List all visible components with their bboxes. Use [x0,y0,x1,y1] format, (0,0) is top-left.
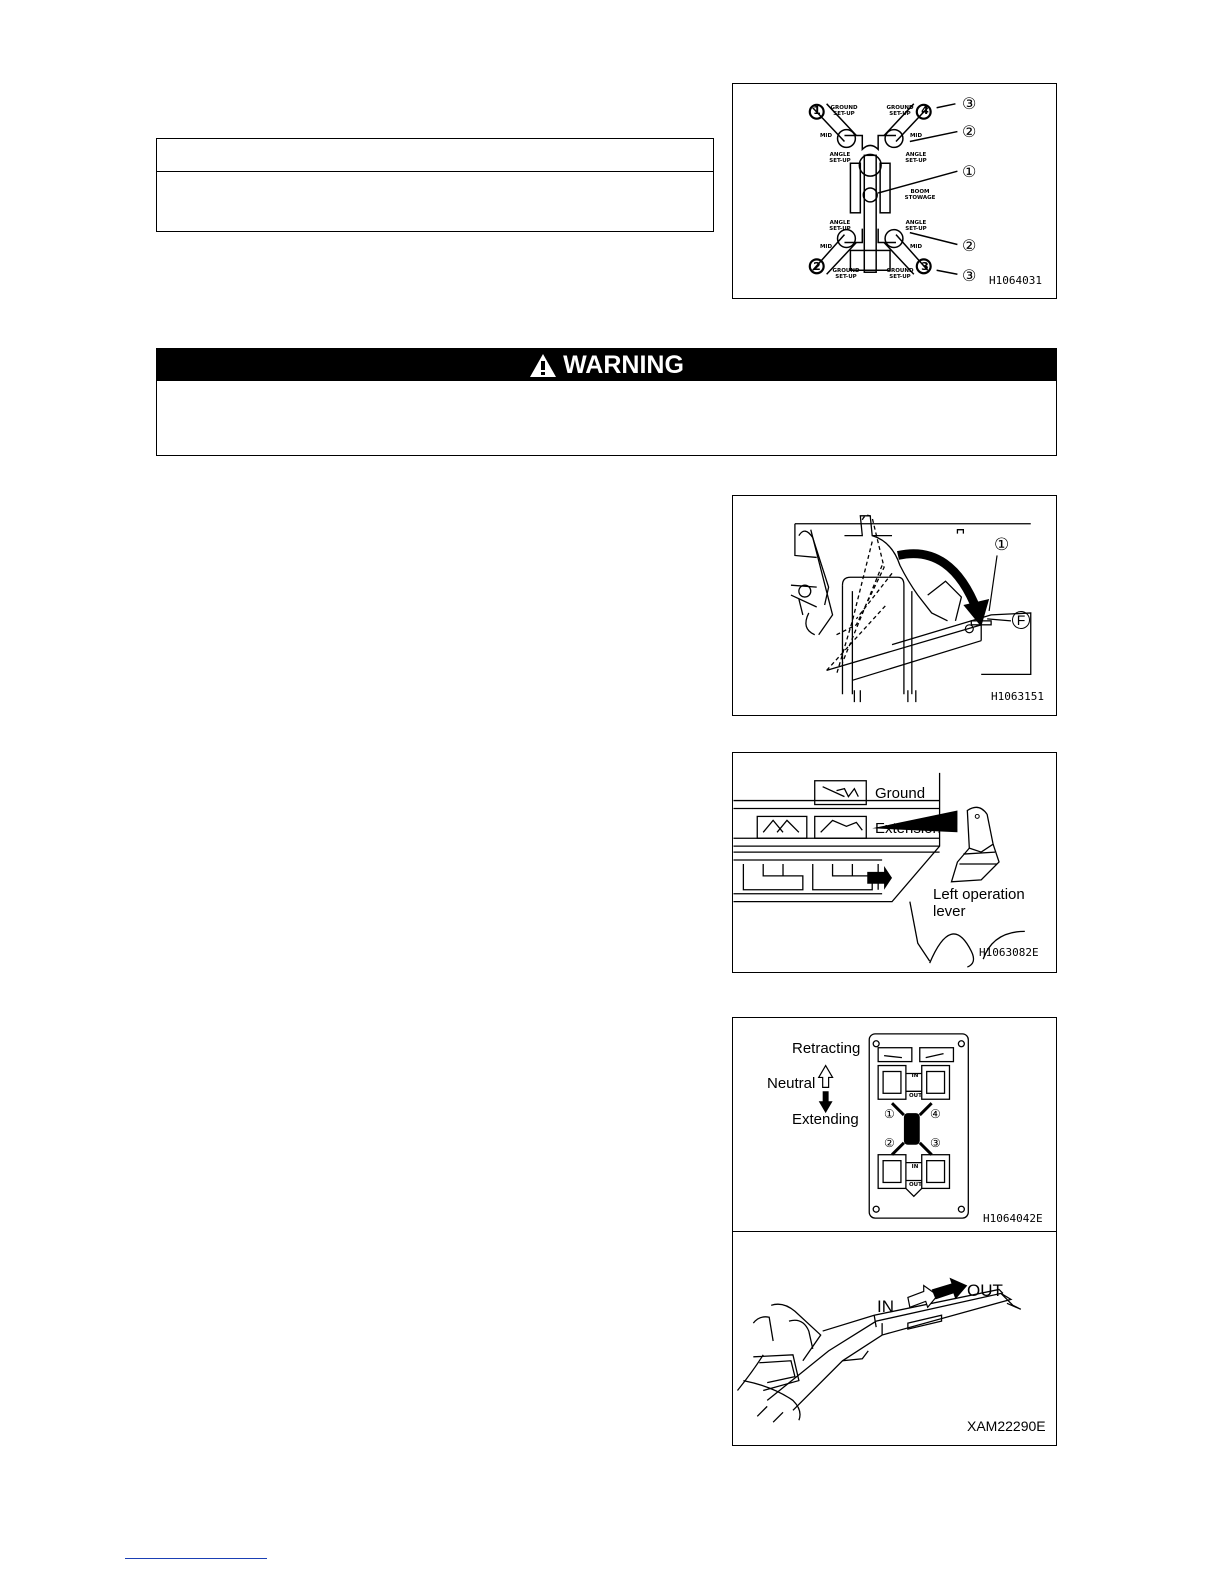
callout-f [1012,611,1030,629]
footnote-rule [125,1558,267,1559]
figure-lever-operation [732,495,1057,716]
figure-id-label: XAM22290E [967,1418,1046,1434]
mid-label-br: MID [909,244,923,250]
angle-setup-label-br: ANGLE SET-UP [905,220,927,232]
neutral-label: Neutral [767,1075,816,1092]
mid-label-bl: MID [819,244,833,250]
in-label-top: IN [911,1073,919,1079]
ground-setup-label-bl: GROUND SET-UP [832,268,860,280]
left-operation-lever-label-line2: lever [933,903,966,920]
note-box-header [157,139,713,172]
pos-2-label: 2 [813,260,821,273]
number-1-label: ① [884,1107,895,1121]
pos-3-label: 3 [921,260,929,273]
boom-stowage-label: BOOM STOWAGE [904,189,936,201]
pos-4-label: 4 [921,104,929,117]
note-box [156,138,714,232]
warning-triangle-icon [529,353,557,378]
angle-setup-label-tr: ANGLE SET-UP [905,152,927,164]
mid-label-tr: MID [909,133,923,139]
ground-setup-label-br: GROUND SET-UP [886,268,914,280]
callout-f-text: F [1016,612,1026,628]
warning-title: WARNING [563,350,684,379]
callout-1: ① [994,535,1010,554]
figure-switch-panel [732,752,1057,973]
callout-1-mid: ① [962,164,977,181]
figure-boom-in-out [732,1231,1057,1446]
ground-setup-label-tr: GROUND SET-UP [886,105,914,117]
figure-retract-extend-panel [732,1017,1057,1232]
lever-operation-drawing [733,496,1056,715]
retracting-label: Retracting [792,1040,861,1057]
warning-header [157,349,1056,381]
left-operation-lever-label-line1: Left operation [933,886,1025,903]
callout-3-top: ③ [962,96,977,113]
angle-setup-label-tl: ANGLE SET-UP [829,152,851,164]
ground-setup-label-tl: GROUND SET-UP [830,105,858,117]
warning-box [156,348,1057,456]
extending-label: Extending [792,1111,859,1128]
in-label-bottom: IN [911,1164,919,1170]
ground-label: Ground [875,785,926,802]
callout-2-bottom: ② [962,238,977,255]
figure-id-label: H1063082E [979,946,1039,959]
number-4-label: ④ [930,1107,941,1121]
retract-extend-drawing [733,1018,1056,1231]
callout-2-top: ② [962,124,977,141]
number-2-label: ② [884,1136,895,1150]
out-label-bottom: OUT [909,1182,922,1188]
boom-in-out-drawing [733,1232,1056,1445]
callout-3-bottom: ③ [962,268,977,285]
in-label: IN [877,1297,894,1316]
out-label: OUT [967,1281,1003,1300]
figure-id-label: H1063151 [991,690,1044,703]
out-label-top: OUT [909,1093,922,1099]
number-3-label: ③ [930,1136,941,1150]
figure-setup-pattern [732,83,1057,299]
angle-setup-label-bl: ANGLE SET-UP [829,220,851,232]
figure-id-label: H1064031 [989,274,1042,287]
extension-label: Extension [875,820,941,837]
figure-id-label: H1064042E [983,1212,1043,1225]
mid-label-tl: MID [819,133,833,139]
pos-1-label: 1 [813,104,821,117]
